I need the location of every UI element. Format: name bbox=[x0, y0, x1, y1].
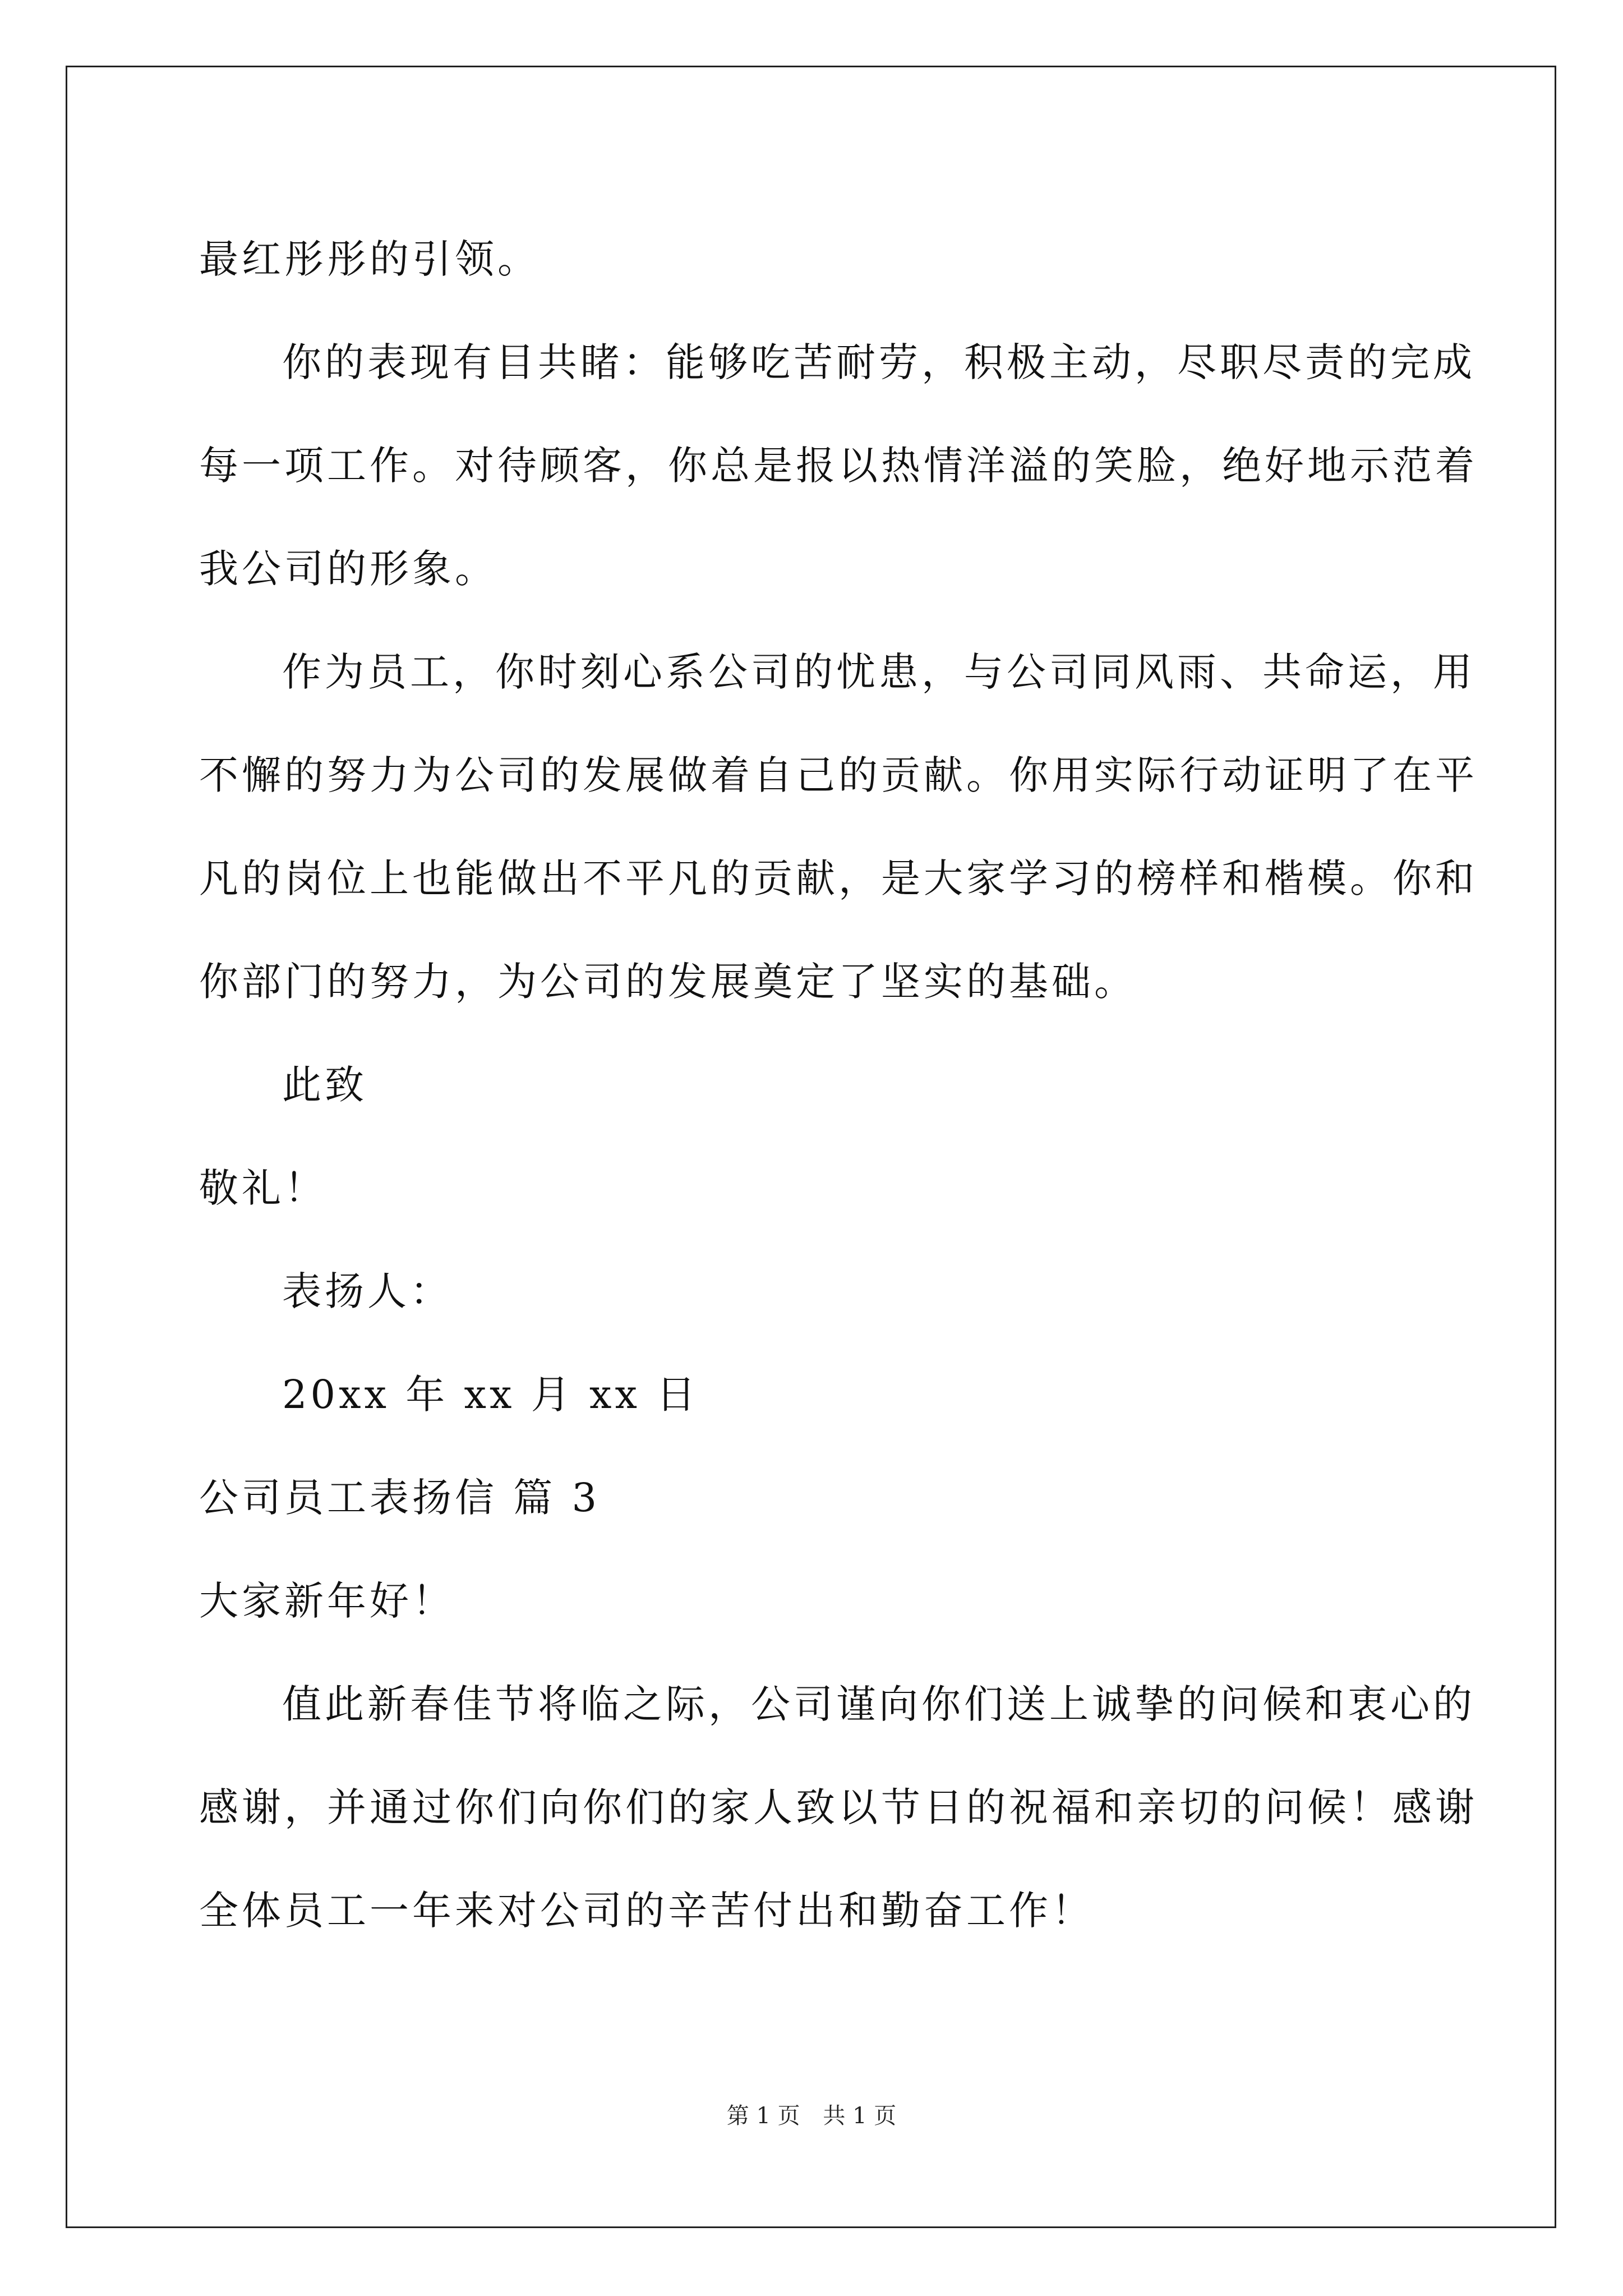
paragraph-line: 你部门的努力，为公司的发展奠定了坚实的基础。 bbox=[199, 959, 1137, 1005]
page-number-current: 第 1 页 bbox=[726, 2103, 800, 2129]
paragraph-line: 最红彤彤的引领。 bbox=[199, 236, 540, 282]
section-heading: 公司员工表扬信 篇 3 bbox=[199, 1475, 601, 1521]
paragraph-line: 作为员工，你时刻心系公司的忧患，与公司同风雨、共命运，用 bbox=[282, 649, 1476, 695]
closing-regards: 敬礼！ bbox=[199, 1165, 327, 1211]
paragraph-line: 不懈的努力为公司的发展做着自己的贡献。你用实际行动证明了在平 bbox=[199, 752, 1478, 798]
greeting-line: 大家新年好！ bbox=[199, 1578, 455, 1624]
date-line: 20xx 年 xx 月 xx 日 bbox=[282, 1372, 699, 1418]
closing-salutation: 此致 bbox=[282, 1062, 367, 1108]
paragraph-line: 每一项工作。对待顾客，你总是报以热情洋溢的笑脸，绝好地示范着 bbox=[199, 443, 1478, 489]
paragraph-line: 感谢，并通过你们向你们的家人致以节日的祝福和亲切的问候！感谢 bbox=[199, 1784, 1478, 1830]
page-footer bbox=[0, 2098, 1623, 2130]
paragraph-line: 值此新春佳节将临之际，公司谨向你们送上诚挚的问候和衷心的 bbox=[282, 1681, 1476, 1727]
signer-label: 表扬人： bbox=[282, 1268, 453, 1314]
paragraph-line: 你的表现有目共睹：能够吃苦耐劳，积极主动，尽职尽责的完成 bbox=[282, 339, 1476, 385]
page-number-total: 共 1 页 bbox=[823, 2103, 897, 2129]
paragraph-line: 凡的岗位上也能做出不平凡的贡献，是大家学习的榜样和楷模。你和 bbox=[199, 855, 1478, 901]
paragraph-line: 我公司的形象。 bbox=[199, 546, 497, 592]
paragraph-line: 全体员工一年来对公司的辛苦付出和勤奋工作！ bbox=[199, 1888, 1094, 1934]
document-body bbox=[199, 208, 1478, 1962]
